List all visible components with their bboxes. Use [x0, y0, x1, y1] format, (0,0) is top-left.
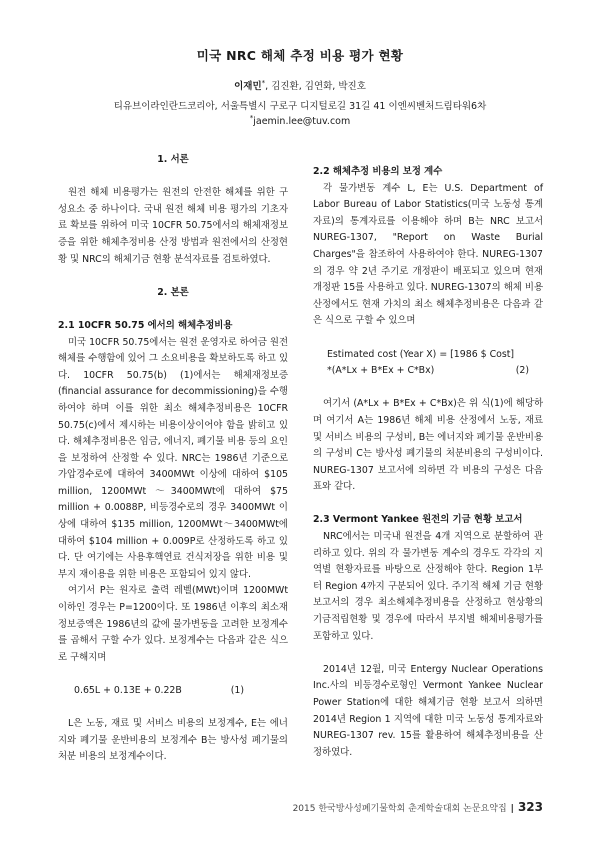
- author-line: [0, 78, 600, 92]
- paragraph-2-2-b: 여기서 (A*Lx + B*Ex + C*Bx)은 위 식(1)에 해당하며 여기서 A는 1986년 해체 비용 산정에서 노동, 재료 및 서비스 비용의 구성비, B는 에너지와 폐기물 운반비용의 구성비 C는 방사성 폐기물의 처분비용의 구성비이다. NUREG-1307 보고서에 의하면 각 비용의 구성은 다음 표와 같다.: [313, 398, 543, 493]
- email-line: [0, 116, 600, 127]
- paragraph-2-1-c: L은 노동, 재료 및 서비스 비용의 보정계수, E는 에너지와 폐기물 운반비용의 보정계수 B는 방사성 폐기물의 처분 비용의 보정계수이다.: [58, 718, 288, 763]
- page-number: 323: [517, 800, 543, 814]
- coauthors: , 김진환, 김연화, 박진호: [265, 81, 366, 92]
- equation-2-number: (2): [515, 365, 529, 377]
- equation-1: [58, 683, 288, 700]
- equation-1-expression: 0.65L + 0.13E + 0.22B: [74, 685, 182, 696]
- paragraph-2-3-a: NRC에서는 미국내 원전을 4개 지역으로 분할하여 관리하고 있다. 위의 각 물가변동 계수의 경우도 각각의 지역별 현황자료를 바탕으로 산정해야 한다. Region 1부터 Region 4까지 구분되어 있다. 주기적 해체 기금 현황 보고서의 경우 최소해체추정비용을 산정하고 현상황의 기금적립현황 및 경우에 따라서 부지별 해체비용평가를 포함하고 있다.: [313, 531, 543, 642]
- affiliation: 티유브이라인란드코리아, 서울특별시 구로구 디지털로길 31길 41 이엔씨벤처드림타워6차: [113, 101, 487, 112]
- paragraph-2-2-a: 각 물가변동 계수 L, E는 U.S. Department of Labor Bureau of Labor Statistics(미국 노동성 통계자료)의 통계자료를 이용해야 하며 B는 NRC 보고서 NUREG-1307, "Report on Waste Burial Charges"을 참조하여 사용하여야 한다. NUREG-1307의 경우 약 2년 주기로 개정판이 배포되고 있으며 현재 개정판 15를 사용하고 있다. NUREG-1307의 해체 비용 산정에서도 현재 가치의 최소 해체추정비용은 다음과 같은 식으로 구할 수 있으며: [313, 182, 543, 327]
- subsection-heading-2-3: 2.3 Vermont Yankee 원전의 기금 현황 보고서: [313, 514, 523, 526]
- equation-1-number: (1): [230, 685, 244, 696]
- page-footer: [293, 800, 543, 814]
- lead-author: 이재민: [234, 81, 262, 92]
- paper-title: 미국 NRC 해체 추정 비용 평가 현황: [196, 48, 404, 63]
- conference-name: 2015 한국방사성폐기물학회 춘계학술대회 논문요약집: [292, 804, 507, 814]
- right-column: [313, 164, 543, 761]
- email-mark: *: [249, 114, 254, 122]
- equation-2-line-2: [313, 363, 543, 380]
- subsection-heading-2-1: 2.1 10CFR 50.75 에서의 해체추정비용: [58, 319, 233, 331]
- corresponding-mark: *: [261, 79, 266, 87]
- footer-separator: |: [510, 804, 514, 814]
- paragraph-2-1-b: 여기서 P는 원자로 출력 레벨(MWt)이며 1200MWt 이하인 경우는 P=1200이다. 또 1986년 이후의 최소재정보증액은 1986년의 값에 물가변동을 고려한 보정계수를 곱해서 구할 수가 있다. 보정계수는 다음과 같은 식으로 구해지며: [58, 585, 288, 663]
- subsection-heading-2-2: 2.2 해체추정 비용의 보정 계수: [313, 166, 443, 177]
- section-heading-intro: 1. 서론: [157, 154, 189, 165]
- equation-2-expression-2: *(A*Lx + B*Ex + C*Bx): [327, 365, 435, 377]
- intro-paragraph: 원전 해체 비용평가는 원전의 안전한 해체를 위한 구성요소 중 하나이다. 국내 원전 해체 비용 평가의 기초자료 확보를 위하여 미국 10CFR 50.75에서의 해체재정보증을 위한 해체추정비용 산정 방법과 원전에서의 산정현황 및 NRC의 해체기금 현황 분석자료를 검토하였다.: [58, 187, 288, 265]
- equation-2-expression-1: Estimated cost (Year X) = [1986 $ Cost]: [327, 348, 515, 360]
- paragraph-2-3-b: 2014년 12월, 미국 Entergy Nuclear Operations Inc.사의 비등경수로형인 Vermont Yankee Nuclear Power Station에 대한 해체기금 현황 보고서 의하면 2014년 Region 1 지역에 대한 미국 노동성 통계자료와 NUREG-1307 rev. 15를 활용하여 해체추정비용을 산정하였다.: [313, 663, 543, 758]
- equation-2-line-1: [313, 347, 543, 364]
- email-address[interactable]: jaemin.lee@tuv.com: [253, 116, 351, 127]
- section-heading-body: 2. 본론: [157, 286, 189, 298]
- left-column: [58, 152, 288, 766]
- paragraph-2-1-a: 미국 10CFR 50.75에서는 원전 운영자로 하여금 원전 해체를 수행함에 있어 그 소요비용을 확보하도록 하고 있다. 10CFR 50.75(b) (1)에서는 해체재정보증(financial assurance for decommissioning)을 수행하여야 하며 이를 위한 최소 해체추정비용은 10CFR 50.75(c)에서 제시하는 비용이상이어야 함을 밝히고 있다. 해체추정비용은 임금, 에너지, 폐기물 비용 등의 요인을 보정하여 산정할 수 있다. NRC는 1986년 기준으로 가압경수로에 대하여 3400MWt 이상에 대하여 $105 million, 1200MWt ～3400MWt에 대하여 $75 million + 0.0088P, 비등경수로의 경우 3400MWt 이상에 대하여 $135 million, 1200MWt～3400MWt에 대하여 $104 million + 0.009P로 산정하도록 하고 있다. 단 여기에는 사용후핵연료 건식저장을 위한 비용 및 부지 재이용을 위한 비용은 포함되어 있지 않다.: [58, 336, 289, 580]
